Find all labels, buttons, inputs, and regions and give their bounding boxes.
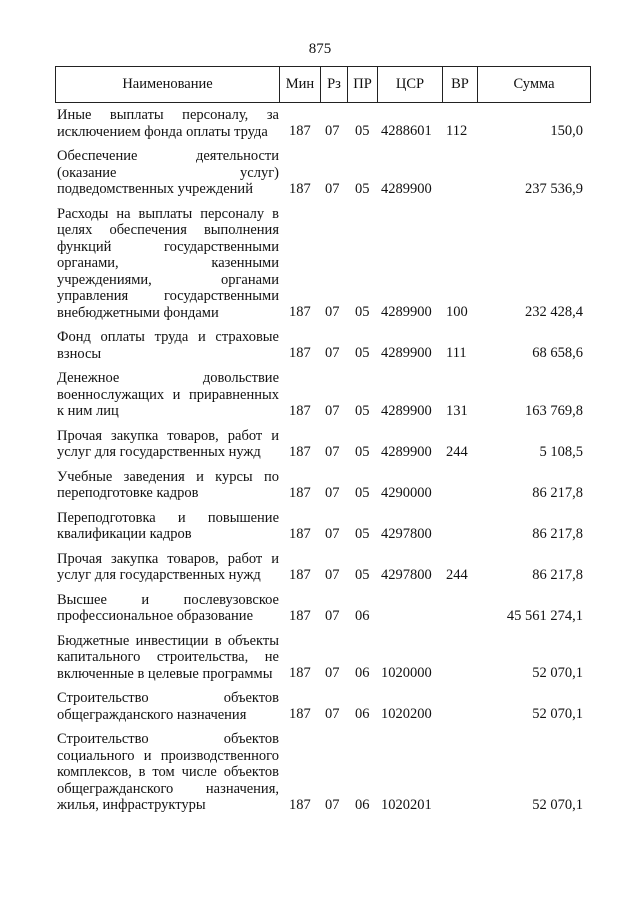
- row-name: Учебные заведения и курсы по переподготовке кадров: [57, 468, 279, 501]
- table-row: [0, 633, 640, 683]
- cell-csr: 4288601: [381, 123, 432, 139]
- row-name: Прочая закупка товаров, работ и услуг для государственных нужд: [57, 427, 279, 460]
- table-row: [0, 148, 640, 198]
- row-name: Денежное довольствие военнослужащих и приравненных к ним лиц: [57, 370, 279, 419]
- row-name: Прочая закупка товаров, работ и услуг для государственных нужд: [57, 550, 279, 583]
- cell-rz: 07: [325, 706, 340, 722]
- cell-pr: 05: [355, 566, 370, 583]
- table-row: [0, 206, 640, 322]
- row-codes: [0, 123, 640, 140]
- column-header-csr: ЦСР: [378, 67, 443, 103]
- cell-sum: 52 070,1: [532, 665, 583, 681]
- table-row: [0, 551, 640, 584]
- cell-pr: 05: [355, 123, 370, 139]
- cell-rz: 07: [325, 402, 340, 419]
- cell-vr: 244: [446, 566, 468, 583]
- row-name: Иные выплаты персоналу, за исключением фонда оплаты труда: [57, 107, 279, 140]
- cell-min: 187: [289, 665, 311, 681]
- table-body: [0, 107, 640, 822]
- cell-sum: 86 217,8: [532, 566, 583, 583]
- cell-csr: 4289900: [381, 443, 432, 460]
- column-header-name: Наименование: [56, 67, 280, 103]
- row-codes: [0, 608, 640, 625]
- table-row: [0, 731, 640, 814]
- cell-pr: 05: [355, 525, 370, 542]
- cell-sum: 232 428,4: [525, 304, 583, 320]
- row-codes: [0, 345, 640, 362]
- row-codes: [0, 304, 640, 321]
- cell-pr: 06: [355, 607, 370, 624]
- cell-sum: 163 769,8: [525, 402, 583, 419]
- cell-sum: 150,0: [550, 123, 583, 139]
- cell-rz: 07: [325, 443, 340, 460]
- row-codes: [0, 567, 640, 584]
- cell-vr: 131: [446, 402, 468, 419]
- cell-sum: 52 070,1: [532, 796, 583, 813]
- table-row: [0, 329, 640, 362]
- cell-sum: 45 561 274,1: [506, 607, 583, 624]
- column-header-sum: Сумма: [478, 67, 591, 103]
- table-row: [0, 592, 640, 625]
- row-name: Бюджетные инвестиции в объекты капитального строительства, не включенные в целевые программы: [57, 632, 279, 682]
- cell-vr: 111: [446, 345, 467, 361]
- cell-sum: 5 108,5: [539, 443, 583, 460]
- table-row: [0, 428, 640, 461]
- cell-min: 187: [289, 180, 311, 197]
- cell-min: 187: [289, 525, 311, 542]
- cell-min: 187: [289, 706, 311, 722]
- cell-csr: 4290000: [381, 484, 432, 501]
- cell-min: 187: [289, 484, 311, 501]
- column-header-pr: ПР: [348, 67, 378, 103]
- cell-csr: 1020000: [381, 665, 432, 681]
- table-row: [0, 107, 640, 140]
- cell-pr: 05: [355, 484, 370, 501]
- cell-min: 187: [289, 345, 311, 361]
- cell-csr: 4289900: [381, 304, 432, 320]
- cell-rz: 07: [325, 345, 340, 361]
- cell-vr: 100: [446, 304, 468, 320]
- cell-sum: 52 070,1: [532, 706, 583, 722]
- row-name: Строительство объектов социального и производственного комплексов, в том числе объектов общегражданского назначения, жилья, инфраструктуры: [57, 731, 279, 813]
- cell-rz: 07: [325, 607, 340, 624]
- cell-pr: 06: [355, 665, 370, 681]
- row-codes: [0, 181, 640, 198]
- cell-vr: 112: [446, 123, 468, 139]
- row-codes: [0, 485, 640, 502]
- row-name: Переподготовка и повышение квалификации кадров: [57, 509, 279, 542]
- row-codes: [0, 444, 640, 461]
- cell-pr: 06: [355, 706, 370, 722]
- cell-pr: 05: [355, 304, 370, 320]
- cell-sum: 237 536,9: [525, 180, 583, 197]
- column-header-vr: ВР: [443, 67, 478, 103]
- cell-pr: 05: [355, 402, 370, 419]
- cell-sum: 68 658,6: [532, 345, 583, 361]
- row-name: Расходы на выплаты персоналу в целях обеспечения выполнения функций государственными органами, казенными учреждениями, органами управления государственными внебюджетными фондами: [57, 205, 279, 321]
- cell-csr: 4289900: [381, 180, 432, 197]
- row-name: Фонд оплаты труда и страховые взносы: [57, 329, 279, 362]
- cell-rz: 07: [325, 123, 340, 139]
- cell-pr: 05: [355, 443, 370, 460]
- cell-pr: 05: [355, 180, 370, 197]
- cell-rz: 07: [325, 180, 340, 197]
- cell-min: 187: [289, 123, 311, 139]
- cell-rz: 07: [325, 525, 340, 542]
- row-codes: [0, 526, 640, 543]
- row-codes: [0, 706, 640, 723]
- column-header-min: Мин: [280, 67, 321, 103]
- cell-csr: 4297800: [381, 566, 432, 583]
- cell-sum: 86 217,8: [532, 525, 583, 542]
- cell-csr: 1020201: [381, 796, 432, 813]
- row-name: Высшее и послевузовское профессиональное образование: [57, 591, 279, 624]
- cell-rz: 07: [325, 304, 340, 320]
- cell-rz: 07: [325, 566, 340, 583]
- cell-pr: 05: [355, 345, 370, 361]
- row-name: Строительство объектов общегражданского назначения: [57, 690, 279, 723]
- table-row: [0, 690, 640, 723]
- cell-vr: 244: [446, 443, 468, 460]
- cell-csr: 4289900: [381, 345, 432, 361]
- cell-csr: 4289900: [381, 402, 432, 419]
- cell-csr: 4297800: [381, 525, 432, 542]
- cell-rz: 07: [325, 796, 340, 813]
- table-row: [0, 469, 640, 502]
- column-header-rz: Рз: [321, 67, 348, 103]
- row-codes: [0, 797, 640, 814]
- cell-min: 187: [289, 443, 311, 460]
- table-row: [0, 510, 640, 543]
- cell-min: 187: [289, 304, 311, 320]
- row-codes: [0, 665, 640, 682]
- cell-min: 187: [289, 566, 311, 583]
- cell-min: 187: [289, 402, 311, 419]
- cell-csr: 1020200: [381, 706, 432, 722]
- table-header: [55, 66, 591, 103]
- cell-sum: 86 217,8: [532, 484, 583, 501]
- page-number: 875: [308, 41, 332, 57]
- row-codes: [0, 403, 640, 420]
- cell-min: 187: [289, 607, 311, 624]
- cell-rz: 07: [325, 484, 340, 501]
- cell-min: 187: [289, 796, 311, 813]
- cell-rz: 07: [325, 665, 340, 681]
- cell-pr: 06: [355, 796, 370, 813]
- row-name: Обеспечение деятельности (оказание услуг) подведомственных учреждений: [57, 148, 279, 197]
- table-row: [0, 370, 640, 420]
